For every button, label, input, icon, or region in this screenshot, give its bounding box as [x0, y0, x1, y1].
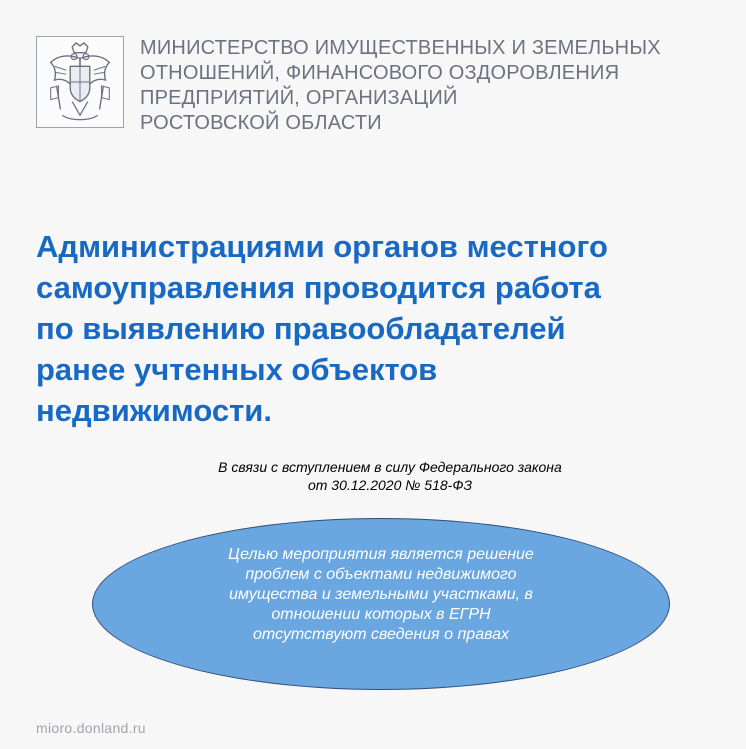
headline-line-4: ранее учтенных объектов [36, 352, 438, 387]
headline-line-2: самоуправления проводится работа [36, 270, 601, 305]
goal-line-5: отсутствуют сведения о правах [253, 626, 509, 643]
law-reference-line-2: от 30.12.2020 № 518-ФЗ [307, 477, 473, 493]
footer-site: mioro.donland.ru [36, 720, 146, 736]
ministry-line-3: ПРЕДПРИЯТИЙ, ОРГАНИЗАЦИЙ [140, 87, 458, 109]
goal-line-2: проблем с объектами недвижимого [245, 566, 517, 583]
ministry-line-1: МИНИСТЕРСТВО ИМУЩЕСТВЕННЫХ И ЗЕМЕЛЬНЫХ [140, 37, 661, 59]
ministry-name [140, 36, 730, 136]
goal-line-3: имущества и земельными участками, в [229, 586, 533, 603]
law-reference-line-1: В связи с вступлением в силу Федерального закона [218, 459, 562, 475]
headline-line-3: по выявлению правообладателей [36, 311, 566, 346]
ministry-line-4: РОСТОВСКОЙ ОБЛАСТИ [140, 112, 382, 134]
goal-line-1: Целью мероприятия является решение [228, 546, 534, 563]
ministry-line-2: ОТНОШЕНИЙ, ФИНАНСОВОГО ОЗДОРОВЛЕНИЯ [140, 62, 620, 84]
law-reference [40, 458, 740, 494]
coat-of-arms-icon [36, 36, 124, 128]
headline-line-1: Администрациями органов местного [36, 229, 608, 264]
headline-line-5: недвижимости. [36, 393, 272, 428]
goal-text [92, 545, 670, 645]
goal-line-4: отношении которых в ЕГРН [271, 606, 491, 623]
headline [36, 226, 726, 431]
